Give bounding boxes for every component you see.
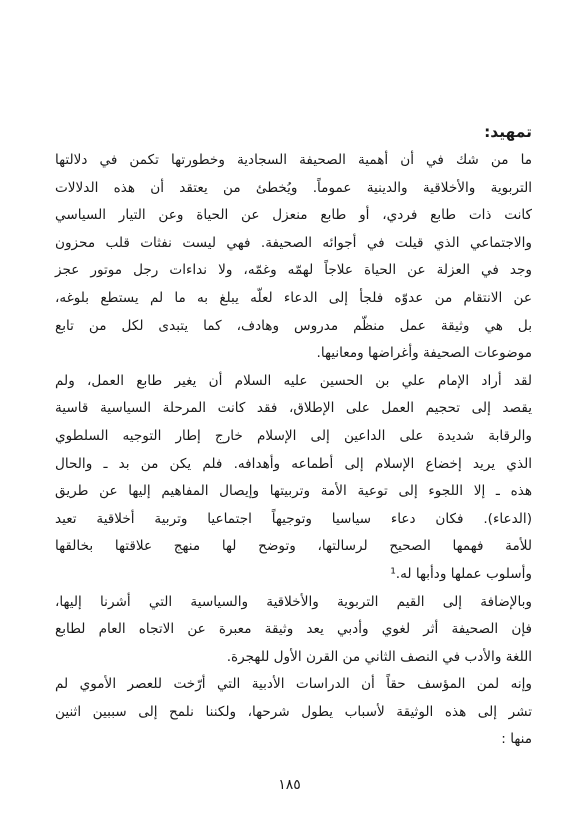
text-line: والرقابة شديدة على الداعين إلى الإسلام خارج إطار التوجيه السلطوي <box>55 427 532 444</box>
text-line: منها : <box>501 731 532 748</box>
text-line: وأسلوب عملها ودأبها له.¹ <box>390 565 532 582</box>
page-body <box>55 120 532 757</box>
text-line: موضوعات الصحيفة وأغراضها ومعانيها. <box>316 345 532 362</box>
text-line: يقصد إلى تحجيم العمل على الإطلاق، فقد كانت المرحلة السياسية قاسية <box>55 400 532 417</box>
text-line: التربوية والأخلاقية والدينية عموماً. ويُخطئ من يعتقد أن هذه الدلالات <box>55 179 532 196</box>
text-line: بل هي وثيقة عمل منظّم مدروس وهادف، كما يتبدى لكل من تابع <box>55 317 532 334</box>
text-line: للأمة فهمها الصحيح لرسالتها، وتوضح لها منهج علاقتها بخالقها <box>55 538 532 555</box>
text-line: هذه ـ إلا اللجوء إلى توعية الأمة وتربيتها وإيصال المفاهيم إليها عن طريق <box>55 483 532 500</box>
text-line: كانت ذات طابع فردي، أو طابع منعزل عن الحياة وعن التيار السياسي <box>55 207 532 224</box>
text-line: ما من شك في أن أهمية الصحيفة السجادية وخطورتها تكمن في دلالتها <box>55 152 532 168</box>
text-line: وبالإضافة إلى القيم التربوية والأخلاقية والسياسية التي أشرنا إليها، <box>55 593 532 610</box>
page-number: ١٨٥ <box>278 777 301 793</box>
text-line: لقد أراد الإمام علي بن الحسين عليه السلام أن يغير طابع العمل، ولم <box>55 372 532 389</box>
section-heading: تمهيد: <box>484 123 532 141</box>
text-line: فإن الصحيفة أثر لغوي وأدبي يعد وثيقة معبرة عن الاتجاه العام لطابع <box>55 621 532 638</box>
text-line: وجد في العزلة عن الحياة علاجاً لهمّه وغمّه، ولا نداءات رجل موتور عجز <box>55 262 532 279</box>
text-line: والاجتماعي الذي قيلت في أجوائه الصحيفة. فهي ليست نفثات قلب محزون <box>55 234 532 251</box>
text-line: (الدعاء). فكان دعاء سياسيا وتوجيهاً اجتماعيا وتربية أخلاقية تعيد <box>55 510 532 527</box>
text-line: عن الانتقام من عدوّه فلجأ إلى الدعاء لعلّه يبلغ به ما لم يستطع بلوغه، <box>55 289 532 306</box>
text-line: وإنه لمن المؤسف حقاً أن الدراسات الأدبية التي أرّخت للعصر الأموي لم <box>55 676 532 693</box>
text-line: اللغة والأدب في النصف الثاني من القرن الأول للهجرة. <box>226 648 532 665</box>
text-line: الذي يريد إخضاع الإسلام إلى أطماعه وأهدافه. فلم يكن من بد ـ والحال <box>55 455 532 472</box>
text-line: تشر إلى هذه الوثيقة لأسباب يطول شرحها، ولكننا نلمح إلى سببين اثنين <box>55 703 532 720</box>
body-text <box>55 150 532 757</box>
